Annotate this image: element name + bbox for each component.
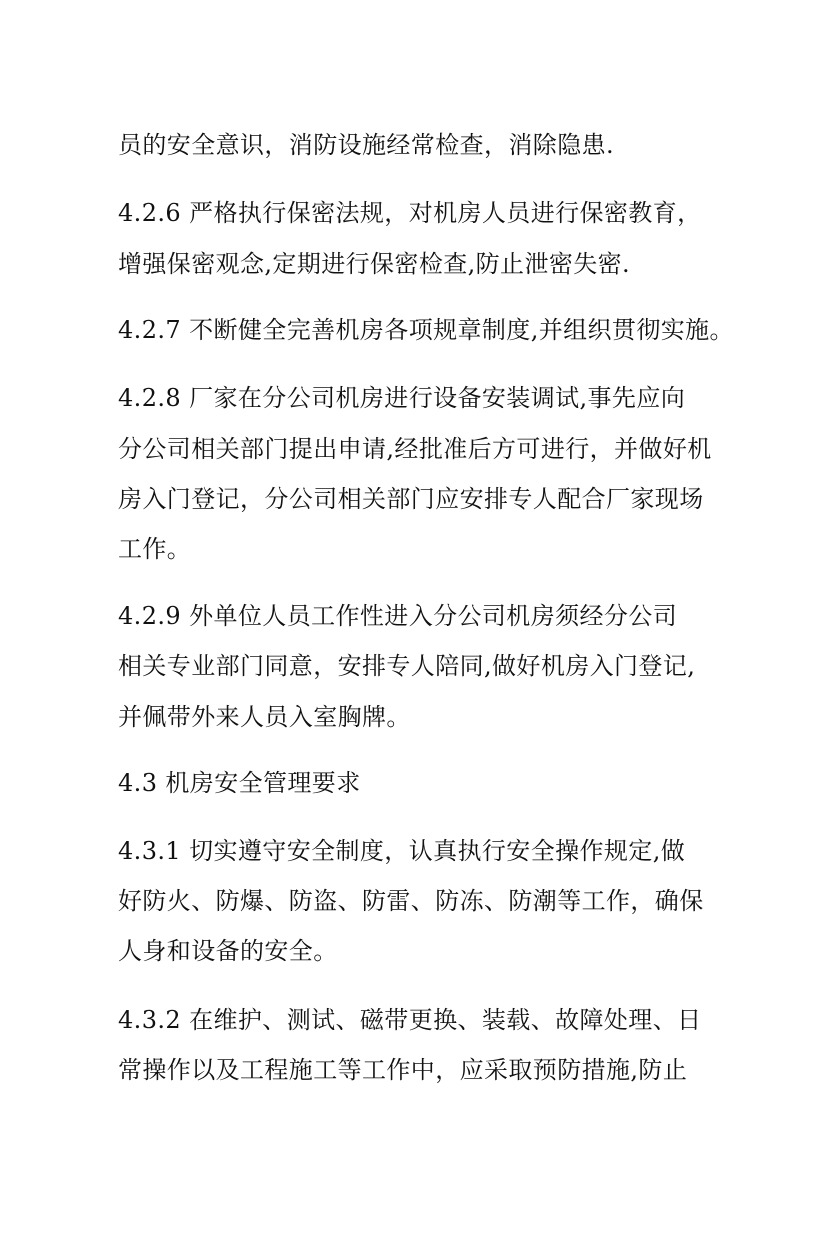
text-line: 常操作以及工程施工等工作中，应采取预防措施,防止 — [118, 1056, 688, 1084]
text-line: 房入门登记，分公司相关部门应安排专人配合厂家现场 — [118, 485, 704, 513]
section-heading: 4.3 机房安全管理要求 — [118, 769, 361, 797]
text-line: 分公司相关部门提出申请,经批准后方可进行，并做好机 — [118, 435, 712, 463]
text-line: 4.3.1 切实遵守安全制度，认真执行安全操作规定,做 — [118, 837, 686, 865]
text-line: 4.2.9 外单位人员工作性进入分公司机房须经分公司 — [118, 602, 678, 630]
text-line: 增强保密观念,定期进行保密检查,防止泄密失密. — [118, 250, 631, 278]
text-line: 员的安全意识，消防设施经常检查，消除隐患. — [118, 131, 615, 159]
text-line: 好防火、防爆、防盗、防雷、防冻、防潮等工作，确保 — [118, 887, 704, 915]
text-line: 工作。 — [118, 535, 192, 563]
text-line: 相关专业部门同意，安排专人陪同,做好机房入门登记, — [118, 652, 696, 680]
text-line: 4.3.2 在维护、测试、磁带更换、装载、故障处理、日 — [118, 1006, 702, 1034]
text-line: 4.2.6 严格执行保密法规，对机房人员进行保密教育， — [118, 199, 702, 227]
text-line: 4.2.7 不断健全完善机房各项规章制度,并组织贯彻实施。 — [118, 316, 734, 344]
text-line: 4.2.8 厂家在分公司机房进行设备安装调试,事先应向 — [118, 384, 686, 412]
text-line: 并佩带外来人员入室胸牌。 — [118, 703, 411, 731]
text-line: 人身和设备的安全。 — [118, 937, 338, 965]
